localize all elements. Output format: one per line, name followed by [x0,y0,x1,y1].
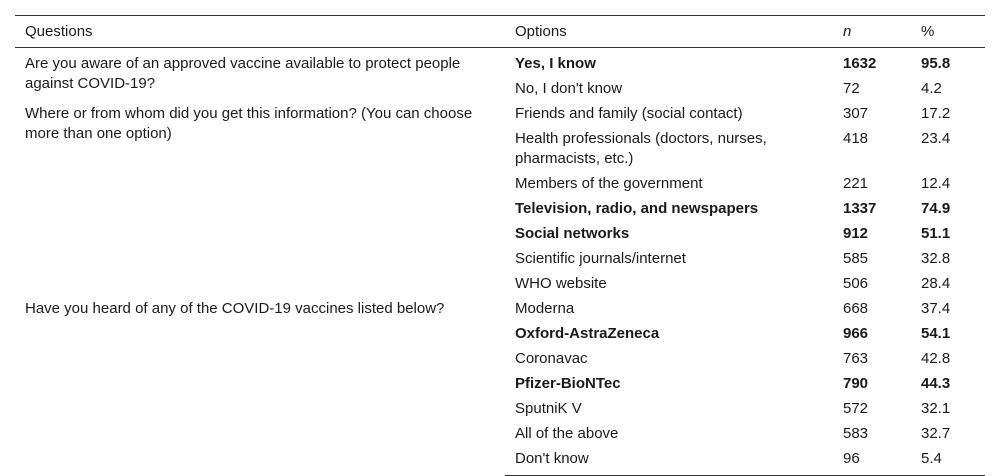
option-cell: Don't know [505,447,833,476]
count-cell: 966 [843,325,869,342]
question-cell: Have you heard of any of the COVID-19 vaccines listed below? [25,300,445,317]
percent-cell: 74.9 [921,200,951,217]
header-questions: Questions [15,16,505,48]
percent-cell: 32.7 [921,425,951,442]
count-cell: 668 [843,300,869,317]
option-cell: WHO website [515,275,607,292]
percent-cell: 28.4 [921,275,951,292]
option-cell: No, I don't know [515,80,623,97]
count-cell: 418 [843,130,869,147]
percent-cell: 4.2 [921,80,942,97]
option-cell: Health professionals (doctors, nurses, pharmacists, etc.) [515,130,767,167]
percent-cell: 32.1 [921,400,951,417]
table-body [15,48,985,476]
percent-cell: 42.8 [921,350,951,367]
percent-cell: 23.4 [921,130,951,147]
option-cell: Television, radio, and newspapers [515,200,759,217]
question-cell: Where or from whom did you get this information? (You can choose more than one option) [25,105,473,142]
option-cell: Coronavac [515,350,588,367]
option-cell: Yes, I know [515,55,596,72]
table-row [15,297,985,322]
survey-results-table [15,15,985,476]
count-cell: 763 [843,350,869,367]
percent-cell: 37.4 [921,300,951,317]
count-cell: 790 [843,375,869,392]
count-cell: 72 [843,80,860,97]
count-cell: 1632 [843,55,877,72]
percent-cell: 44.3 [921,375,951,392]
percent-cell: 17.2 [921,105,951,122]
option-cell: Members of the government [515,175,703,192]
option-cell: Scientific journals/internet [515,250,686,267]
option-cell: Moderna [515,300,575,317]
percent-cell: 51.1 [921,225,951,242]
option-cell: Oxford-AstraZeneca [515,325,660,342]
option-cell: Friends and family (social contact) [515,105,743,122]
table-row [15,102,985,127]
count-cell: 96 [833,447,911,476]
percent-cell: 54.1 [921,325,951,342]
count-cell: 585 [843,250,869,267]
count-cell: 506 [843,275,869,292]
option-cell: Social networks [515,225,630,242]
question-cell: Are you aware of an approved vaccine available to protect people against COVID-19? [25,55,461,92]
table-row [15,48,985,78]
count-cell: 572 [843,400,869,417]
percent-cell: 5.4 [911,447,985,476]
count-cell: 583 [843,425,869,442]
percent-cell: 12.4 [921,175,951,192]
header-options: Options [505,16,833,48]
option-cell: SputniK V [515,400,582,417]
header-percent: % [911,16,985,48]
header-n: n [833,16,911,48]
table-header-row [15,16,985,48]
count-cell: 221 [843,175,869,192]
percent-cell: 95.8 [921,55,951,72]
survey-table-container [15,15,985,476]
option-cell: All of the above [515,425,619,442]
count-cell: 307 [843,105,869,122]
option-cell: Pfizer-BioNTec [515,375,621,392]
count-cell: 1337 [843,200,877,217]
count-cell: 912 [843,225,869,242]
percent-cell: 32.8 [921,250,951,267]
